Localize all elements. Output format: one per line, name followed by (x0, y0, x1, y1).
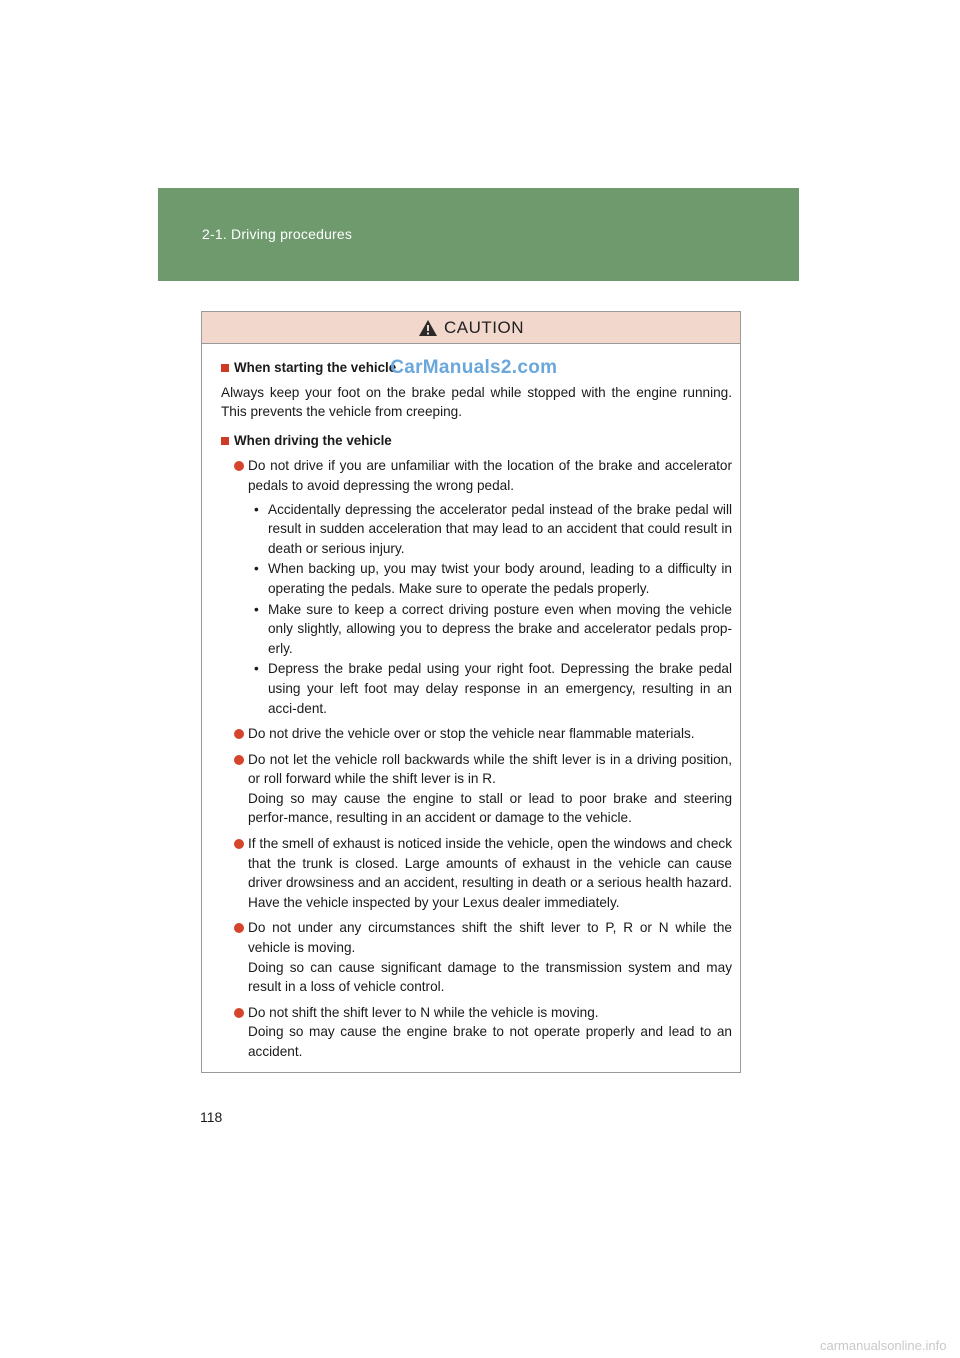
bullet-text: Do not drive the vehicle over or stop the vehicle near flammable materials. (248, 726, 695, 742)
round-bullet-icon (234, 839, 244, 849)
section-heading: When starting the vehicle (234, 360, 397, 375)
list-item (234, 750, 732, 828)
list-item (234, 834, 732, 912)
bullet-text-2: Doing so can cause significant damage to the transmission system and may result in a loss of vehicle control. (248, 959, 732, 995)
list-item (234, 1003, 732, 1062)
caution-header (202, 312, 740, 344)
paragraph: Always keep your foot on the brake pedal while stopped with the engine running. This prevents the vehicle from creeping. (221, 384, 732, 420)
bullet-text-2: Doing so may cause the engine brake to not operate properly and lead to an accident. (248, 1024, 732, 1059)
list-item (234, 724, 732, 744)
square-bullet-icon (221, 364, 229, 372)
round-bullet-icon (234, 1008, 244, 1018)
bullet-text: Do not under any circumstances shift the shift lever to P, R or N while the vehicle is moving. (248, 920, 732, 956)
sub-item: • Make sure to keep a correct driving posture even when moving the vehicle only slightly, allowing you to depress the brake and accelerator pedals prop-erly. (254, 601, 732, 656)
round-bullet-icon (234, 729, 244, 739)
section-heading: When driving the vehicle (234, 432, 392, 448)
round-bullet-icon (234, 755, 244, 765)
footer-watermark: carmanualsonline.info (820, 1338, 947, 1353)
round-bullet-icon (234, 461, 244, 471)
sub-list (248, 500, 732, 719)
section-title: 2-1. Driving procedures (202, 226, 353, 242)
caution-body (202, 344, 740, 1062)
list-item (234, 918, 732, 996)
caution-box (201, 311, 741, 1073)
page-number: 118 (200, 1109, 223, 1125)
sub-item: • Depress the brake pedal using your right foot. Depressing the brake pedal using your left foot may delay response in an emergency, resulting in an acci-dent. (254, 661, 732, 716)
bullet-text: Do not shift the shift lever to N while the vehicle is moving. (248, 1004, 599, 1020)
bullet-text: Do not let the vehicle roll backwards while the shift lever is in a driving position, or roll forward while the shift lever is in R. (248, 751, 732, 787)
section-starting (221, 358, 732, 422)
caution-title: CAUTION (444, 317, 524, 337)
square-bullet-icon (221, 437, 229, 445)
header-band (158, 188, 799, 281)
round-bullet-icon (234, 923, 244, 933)
watermark-text: CarManuals2.com (390, 357, 558, 378)
sub-item: • Accidentally depressing the accelerator pedal instead of the brake pedal will result in sudden acceleration that may lead to an accident that could result in death or serious injury. (254, 501, 732, 556)
section-driving (221, 431, 732, 1062)
sub-item: • When backing up, you may twist your body around, leading to a difficulty in operating the pedals. Make sure to operate the pedals properly. (254, 561, 732, 596)
bullet-text: Do not drive if you are unfamiliar with the location of the brake and accelerator pedals to avoid depressing the wrong pedal. (248, 458, 732, 493)
list-item (234, 456, 732, 718)
warning-icon (418, 319, 438, 337)
bullet-text-2: Doing so may cause the engine to stall or lead to poor brake and steering perfor-mance, resulting in an accident or damage to the vehicle. (248, 790, 732, 826)
bullet-text: If the smell of exhaust is noticed inside the vehicle, open the windows and check that the trunk is closed. Large amounts of exhaust in the vehicle can cause driver drowsiness and an accident, resulting in death or a serious health hazard. Have the vehicle inspected by your Lexus dealer immediately. (248, 836, 732, 910)
